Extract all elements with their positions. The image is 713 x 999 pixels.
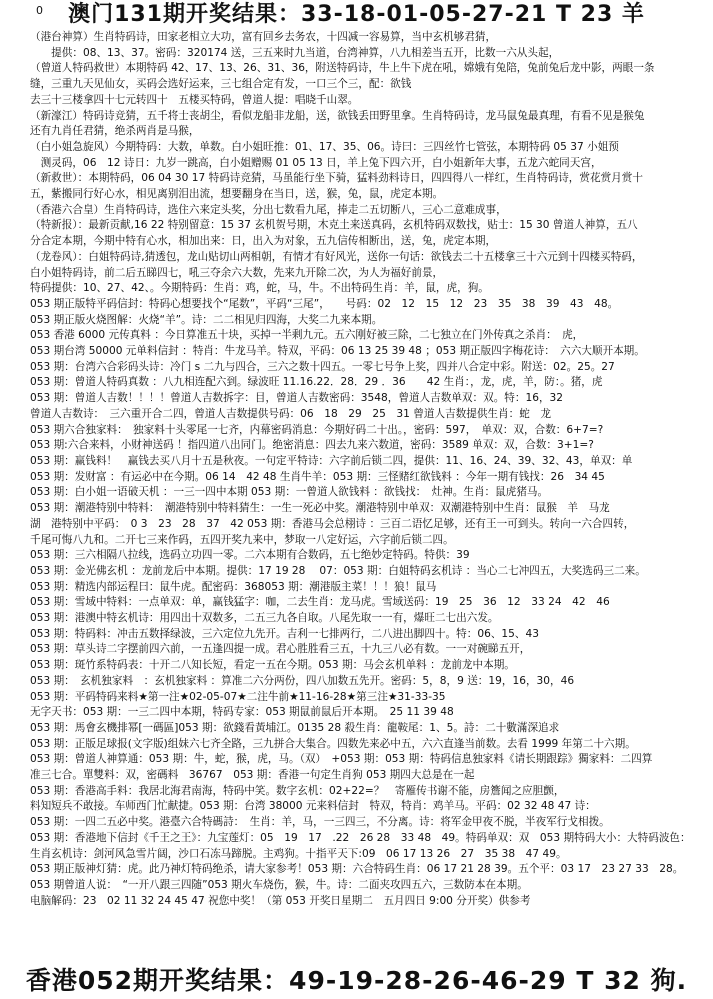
- text-line: 053 期：三六相隔八拉线，选码立功四一零。二六本期有合数码，五七绝妙定特码。特供：39: [30, 549, 470, 562]
- text-line: （新救世）：本期特码，06 04 30 17 特码诗竞猜，马虽能行坐下骑，猛料劲料诗日，四四得八一样红，生肖特码诗，赏花赏月赏十: [30, 172, 643, 185]
- text-line: 生肖玄机诗：剑河风急雪片阔，沙口石冻马蹄脱。主鸡狗。十指平天下:09 06 17 13 26 27 35 38 47 49。: [30, 847, 567, 860]
- text-line: 053 期：雪域中特料：一点单双：单，赢钱猛字：咖，二去生肖：龙马虎。雪域送码：19 25 36 12 33 24 42 46: [30, 596, 610, 609]
- text-line: 053 期：馬會玄機排幂[一碼區]053 期：欲錢看黃埔江。0135 28 殺生肖：龍鞍尾：1、5。詩：二十數滿深追求: [30, 721, 560, 734]
- text-line: 曾道人吉数诗： 三六重开合二四，曾道人吉数提供号码：06 18 29 25 31 曾道人吉数提供生肖：蛇 龙: [30, 407, 551, 420]
- text-line: （新濠江）特码诗竞猜，五千将士丧胡尘，看似龙船非龙船，送，欲钱丢田野里拿。生肖特码诗，龙马鼠兔最真理，有看不见是猴兔: [30, 109, 645, 122]
- draw-result-header: 澳门131期开奖结果：33-18-01-05-27-21 T 23 羊: [68, 2, 645, 27]
- text-line: （白小姐急旋风）今期特码：大数，单数。白小姐旺推：01、17、35、06。诗曰：三四丝竹七管弦，本期特码 05 37 小姐预: [30, 140, 619, 153]
- text-line: 缝，三重九天见仙女，买码会选好运来，三七组合定有发，一口三个三，配：欲钱: [30, 78, 412, 91]
- text-line: 白小姐特码诗，前二后五睇四七，吼三夺余六大数，先来九开除二次，为人为福好前景，: [30, 266, 444, 279]
- text-line: 特码提供：10、27、42、。今期特码：生肖：鸡，蛇，马，牛。不出特码生肖：羊，鼠，虎，狗。: [30, 282, 489, 295]
- text-line: 测灵码，06 12 诗日：九岁一跳高，白小姐赠赐 01 05 13 日，羊上兔下四六开，白小姐新年大事，五龙六蛇同天宫，: [30, 156, 602, 169]
- text-line: 053 期正版火烧图解：火烧“羊”。诗：二二相见归四海，大奖二九来本期。: [30, 313, 383, 326]
- text-line: 053 期： 玄机独家料 ：玄机独家料 ：算准二六分两份，四八加数五先开。密码：5，8，9 送：19，16，30，46: [30, 674, 575, 687]
- text-line: 分合定本期，今期中特有心水，相加出来：日，出入为对象，五九信传相断出，送，兔，虎定本期，: [30, 235, 497, 248]
- text-line: 料知短兵不敢接。车师西门忙献捷。053 期：台湾 38000 元来料信封 特双，特肖：鸡羊马。平码：02 32 48 47 诗：: [30, 800, 596, 813]
- text-line: 053 期正版特平码信封：特码心想要找个“尾数”，平码“三尾”， 号码：02 12 15 12 23 35 38 39 43 48。: [30, 297, 619, 310]
- draw-result-footer: 香港052期开奖结果：49-19-28-26-46-29 T 32 狗.: [25, 966, 688, 995]
- text-line: （特新报）：最新贡献,16 22 特别留意：15 37 玄机贺号期，木克土来送真码，玄机特码双数找，贴士：15 30 曾道人神算，五八: [30, 219, 638, 232]
- corner-mark: 0: [36, 4, 43, 17]
- text-line: 053 期：发财富 ：有运必中在今期。06 14 42 48 生肖牛羊：053 期：三怪赌红欲钱料 ：今年一期有钱找：26 34 45: [30, 470, 605, 483]
- text-line: 053 期台湾 50000 元单料信封 ：特肖：牛龙马羊。特双，平码：06 13 25 39 48 ；053 期正版四字梅花诗： 六六大顺开本期。: [30, 345, 645, 358]
- text-line: （港台神算）生肖特码诗，田家老相立大功，富有回乡去务农，十四减一容易算，当中玄机够君猜，: [30, 31, 497, 43]
- text-line: 053 期：正版足球报(文字版)组妹六七齐全路，三九拼合大集合。四数先来必中五，六六直逢当前数。去看 1999 年第二十六期。: [30, 737, 636, 750]
- text-line: 053 香港 6000 元传真料 ：今日算准五十块，买掉一半剩九元。五六刚好被三除，二七独立在门外传真之杀肖： 虎，: [30, 329, 584, 342]
- text-line: 053 期：草头诗二字摆前四六前，一五逢四提一成。君心胜胜看三五，十九三八必有数。一一对碗睇五开，: [30, 643, 531, 656]
- text-line: 053 期：一四二五必中奖。港臺六合特碼詩： 生肖：羊，马，一三四三，不分离。诗：将军金甲夜不脱，半夜军行戈相拨。: [30, 816, 610, 829]
- text-line: 去三十三楼拿四十七元转四十 五楼买特码，曾道人提：唱晓千山翠。: [30, 93, 359, 106]
- text-line: （龙卷风）：白姐特码诗,猜透包，龙山贴切山两相朝，有情才有好风光，送你一句话：欲钱去二十五楼拿三十六元到十四楼买特码，: [30, 250, 643, 263]
- text-line: 053 期：赢钱料！ 赢钱去买八月十五是秋夜。一句定平特诗：六字前后锁二四，提供：11、16、24、39、32、43，单双：单: [30, 454, 633, 467]
- prediction-text-body: [30, 30, 706, 960]
- text-line: 还有九肖任君猜，绝杀两肖是马猴，: [30, 125, 200, 138]
- text-line: 053 期：香港高手料：我居北海君南海，特码中笑。数字玄机：02+22=？ 寄雁传书谢不能，房簷闻之应胆颤，: [30, 784, 565, 797]
- text-line: 053 期正版神灯猜：虎。此乃神灯特码绝杀，请大家参考！053 期：六合特码生肖：06 17 21 28 39。五个平：03 17 23 27 33 28。: [30, 863, 684, 876]
- text-line: 053 期：潮港特别中特料： 潮港特别中特料猜生：一生一死必中奖。潮港特别中单双：双潮港特别中生肖：鼠猴 羊 马龙: [30, 502, 610, 515]
- text-line: 053 期：香港地下信封《千王之王》：九宝莲灯：05 19 17 .22 26 28 33 48 49。特码单双：双 053 期特码大小：大特码波色：: [30, 831, 691, 844]
- text-line: 无字天书：053 期：一三二四中本期，特码专家：053 期鼠前鼠后开本期。 25 11 39 48: [30, 706, 454, 719]
- text-line: 提供：08、13、37。密码：320174 送，三五来时九当道，台湾神算，八九相差当五开，比数一六从头起，: [30, 46, 560, 59]
- text-line: 053 期：平码特码来料★第一注★02-05-07★二注牛前★11-16-28★第三注★31-33-35: [30, 690, 446, 703]
- text-line: 053 期：精选内部运程曰：鼠牛虎。配密码：368053 期：潮港版主菜！！！狼！鼠马: [30, 580, 437, 593]
- text-line: 千尾可悔八九和。二开七三来作码，五四开奖九来中，梦取一八定好运，六字前后锁二四。: [30, 533, 454, 546]
- text-line: （曾道人特码救世）本期特码 42、17、13、26、31、36，附送特码诗，牛上牛下虎在吼，嫦娥有兔陪，兔前兔后龙中影，两眼一条: [30, 62, 655, 75]
- text-line: 准三七合。單雙料：双，密碼料 36767 053 期：香港一句定生肖狗 053 期四大总是在一起: [30, 769, 475, 782]
- text-line: 电脑解码：23 02 11 32 24 45 47 祝您中奖！（第 053 开奖日星期二 五月四日 9:00 分开奖）供参考: [30, 894, 531, 907]
- text-line: 053 期：港澳中特玄机诗：用四出十双数多，二五三九各自取。八尾先取一一有，爆旺二七出六发。: [30, 612, 499, 625]
- text-line: 053 期：白小姐一语破天机 ：一三一四中本期 053 期：一曾道人欲钱料 ：欲钱找： 灶神。生肖：鼠虎猪马。: [30, 486, 549, 499]
- text-line: 053 期：特码料：冲击五数择绿波，三六定位九先开。吉利一七排两行，二八进出脚四十。特：06、15、43: [30, 627, 539, 640]
- text-line: 053 期：金光佛玄机 ：龙前龙后中本期。提供：17 19 28 07：053 期：白姐特码玄机诗 ：当心二七冲四五，大奖选码三二来。: [30, 564, 646, 577]
- text-line: 湖 港特别中平码： 0 3 23 28 37 42 053 期：香港马会总栩诗 ：三百二语忆足够，还有王一可到头。转向一六合四转，: [30, 517, 635, 530]
- text-line: 053 期：曾道人特码真数 ：八九相连配六到。绿波旺 11.16.22．28．29 ．36 42 生肖：，龙，虎，羊，防：。猪，虎: [30, 376, 603, 389]
- text-line: 053 期:六合来料，小财神送码 ！指四道八出同门。绝密消息：四去九来六数道，密码：3589 单双：双，合数：3+1=?: [30, 439, 594, 452]
- text-line: 053 期：斑竹系特码表：十开二八知长短，看定一五在今期。053 期：马会玄机单料 ：龙前龙中本期。: [30, 659, 515, 672]
- text-line: 053 期：曾道人吉数！！！！曾道人吉数拆字：目，曾道人吉数密码：3548，曾道人吉数单双：双。特：16，32: [30, 392, 564, 405]
- text-line: （香港六合皇）生肖特码诗，选住六来定头奖，分出七数看九尾，捧走二五切断八，三心二意难成事，: [30, 203, 507, 216]
- text-line: 053 期六合独家料： 独家料十头零尾一七齐，内幕密码消息：今期好码二十出。，密码：597， 单双：双，合数：6+7=?: [30, 423, 604, 436]
- text-line: 053 期曾道人说： “一开八跟三四随”053 期火车烧伤，猴，牛。诗：二面夹攻四五六，三数防本在本期。: [30, 878, 528, 891]
- text-line: 053 期：曾道人神算通：053 期：牛，蛇，猴，虎，马。（双） +053 期：053 期：特码信息独家料《请长期跟踪》獨家料：二四算: [30, 753, 653, 766]
- text-line: 五，紫搬同行好心水，相见离别泪出流，想要翻身在当日，送，猴，兔，鼠，虎定本期。: [30, 188, 444, 201]
- text-line: 053 期：台湾六合彩码头诗：冷门 s 二九与四合，三六之数十四五。一零七号争上奖，四并八合定中彩。附送：02。25。27: [30, 360, 615, 373]
